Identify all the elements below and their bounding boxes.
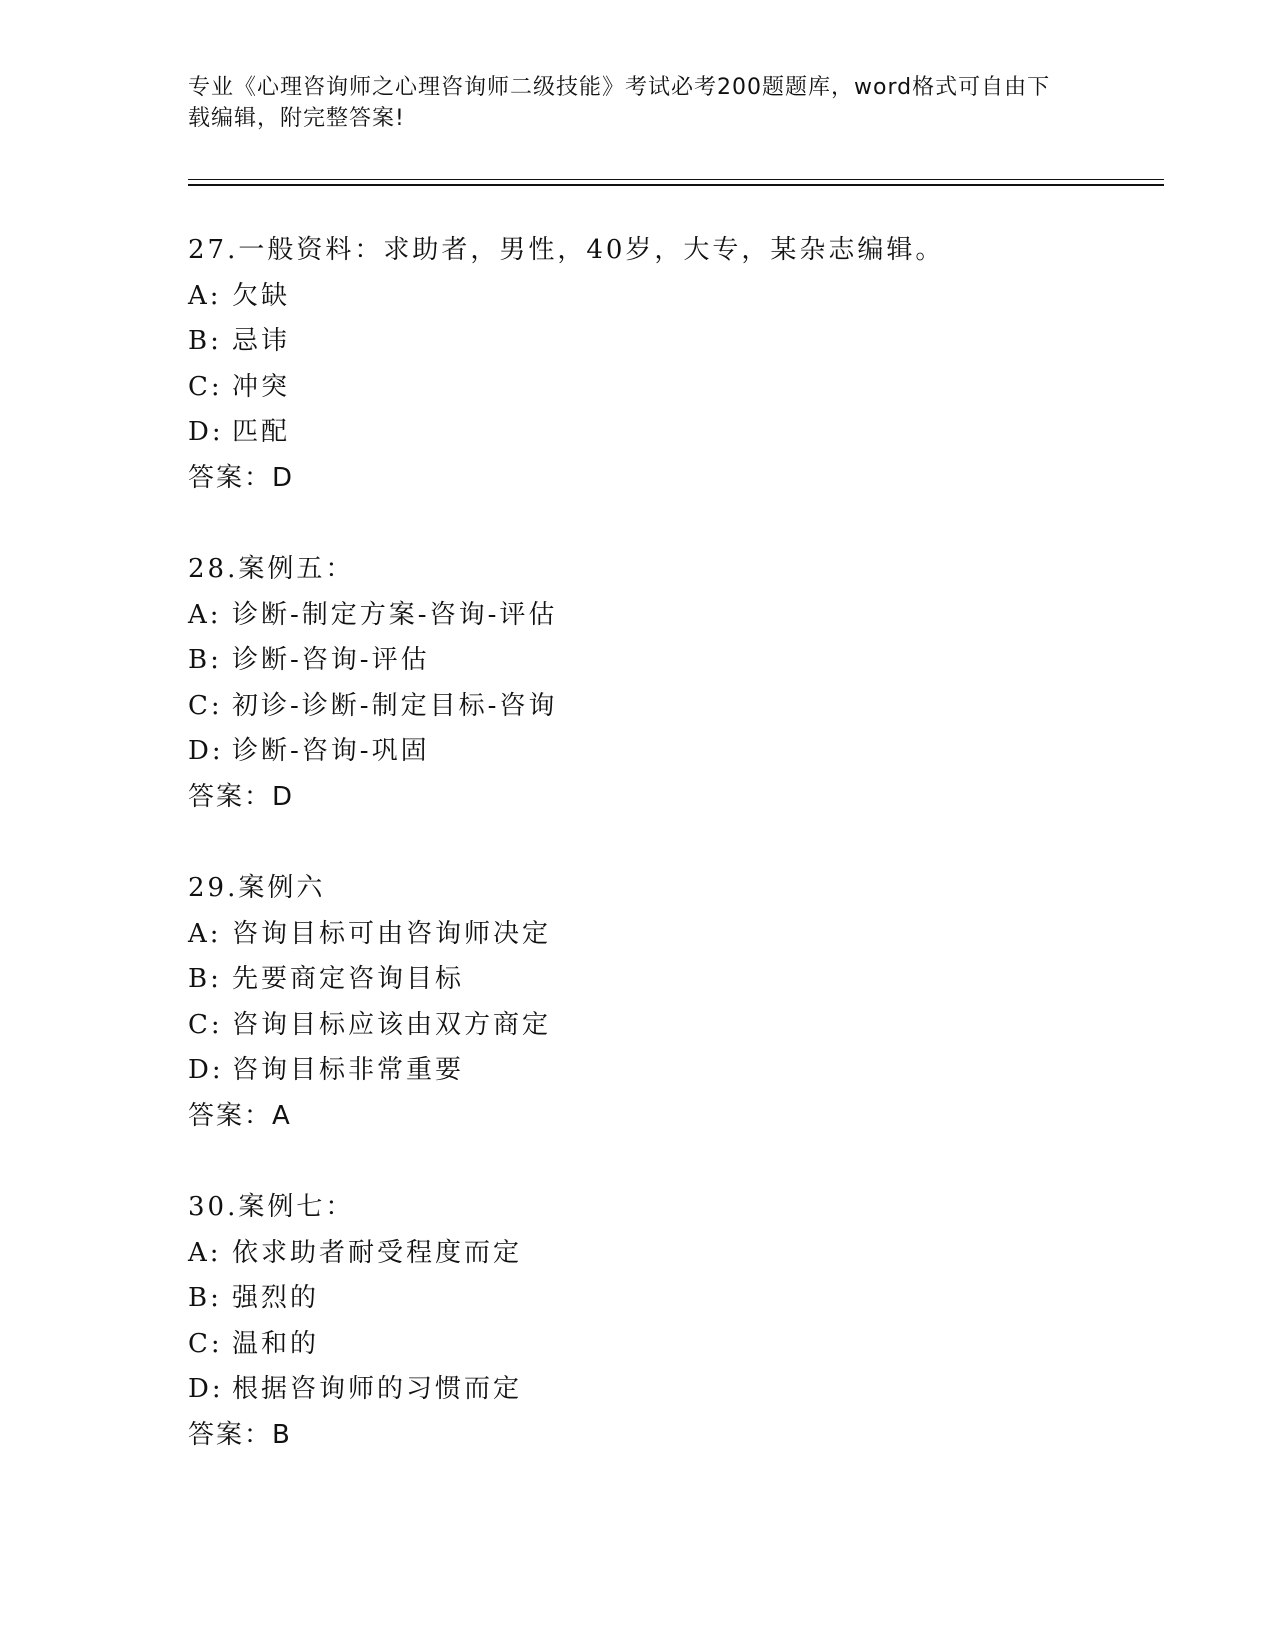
option-letter: A: xyxy=(188,280,222,311)
option-letter: B: xyxy=(188,326,222,357)
option-d xyxy=(188,410,1148,456)
option-text: 诊断-咨询-巩固 xyxy=(232,736,430,767)
option-d xyxy=(188,1048,1148,1094)
option-b xyxy=(188,638,1148,684)
option-letter: B: xyxy=(188,964,222,995)
question-stem: 27.一般资料：求助者，男性，40岁，大专，某杂志编辑。 xyxy=(188,235,945,265)
option-text: 先要商定咨询目标 xyxy=(232,964,465,995)
question-stem: 30.案例七： xyxy=(188,1192,355,1222)
option-text: 冲突 xyxy=(232,371,291,402)
option-text: 强烈的 xyxy=(232,1283,320,1314)
option-letter: D: xyxy=(188,1055,224,1086)
question-stem: 28.案例五： xyxy=(188,554,355,584)
option-letter: C: xyxy=(188,1009,223,1040)
option-text: 诊断-咨询-评估 xyxy=(232,645,430,676)
option-c xyxy=(188,365,1148,411)
option-text: 温和的 xyxy=(232,1328,320,1359)
option-letter: A: xyxy=(188,918,222,949)
option-b xyxy=(188,319,1148,365)
question-block xyxy=(188,547,1148,821)
option-text: 依求助者耐受程度而定 xyxy=(232,1237,523,1268)
answer-line: 答案：B xyxy=(188,1419,292,1450)
option-letter: B: xyxy=(188,1283,222,1314)
option-a xyxy=(188,912,1148,958)
option-text: 咨询目标可由咨询师决定 xyxy=(232,918,552,949)
option-text: 诊断-制定方案-咨询-评估 xyxy=(232,599,558,630)
option-text: 忌讳 xyxy=(232,326,291,357)
option-letter: A: xyxy=(188,1237,222,1268)
answer-line: 答案：A xyxy=(188,1100,292,1131)
option-b xyxy=(188,957,1148,1003)
option-c xyxy=(188,684,1148,730)
option-text: 根据咨询师的习惯而定 xyxy=(232,1374,523,1405)
option-letter: D: xyxy=(188,736,224,767)
option-a xyxy=(188,1231,1148,1277)
option-letter: C: xyxy=(188,371,223,402)
option-c xyxy=(188,1322,1148,1368)
question-block xyxy=(188,866,1148,1140)
question-stem: 29.案例六 xyxy=(188,873,326,903)
question-block xyxy=(188,228,1148,502)
answer-line: 答案：D xyxy=(188,781,295,812)
option-letter: A: xyxy=(188,599,222,630)
option-d xyxy=(188,729,1148,775)
option-letter: C: xyxy=(188,690,223,721)
option-text: 咨询目标应该由双方商定 xyxy=(232,1009,552,1040)
option-d xyxy=(188,1367,1148,1413)
header-divider-thick xyxy=(188,184,1164,186)
answer-line: 答案：D xyxy=(188,462,295,493)
question-block xyxy=(188,1185,1148,1459)
option-letter: D: xyxy=(188,417,224,448)
option-text: 初诊-诊断-制定目标-咨询 xyxy=(232,690,558,721)
option-text: 匹配 xyxy=(232,417,291,448)
option-letter: B: xyxy=(188,645,222,676)
option-a xyxy=(188,274,1148,320)
option-letter: D: xyxy=(188,1374,224,1405)
option-text: 欠缺 xyxy=(232,280,291,311)
option-a xyxy=(188,593,1148,639)
option-letter: C: xyxy=(188,1328,223,1359)
header-divider-thin xyxy=(188,179,1164,180)
document-header: 专业《心理咨询师之心理咨询师二级技能》考试必考200题题库，word格式可自由下载编辑，附完整答案! xyxy=(188,75,1051,131)
option-c xyxy=(188,1003,1148,1049)
option-text: 咨询目标非常重要 xyxy=(232,1055,465,1086)
option-b xyxy=(188,1276,1148,1322)
